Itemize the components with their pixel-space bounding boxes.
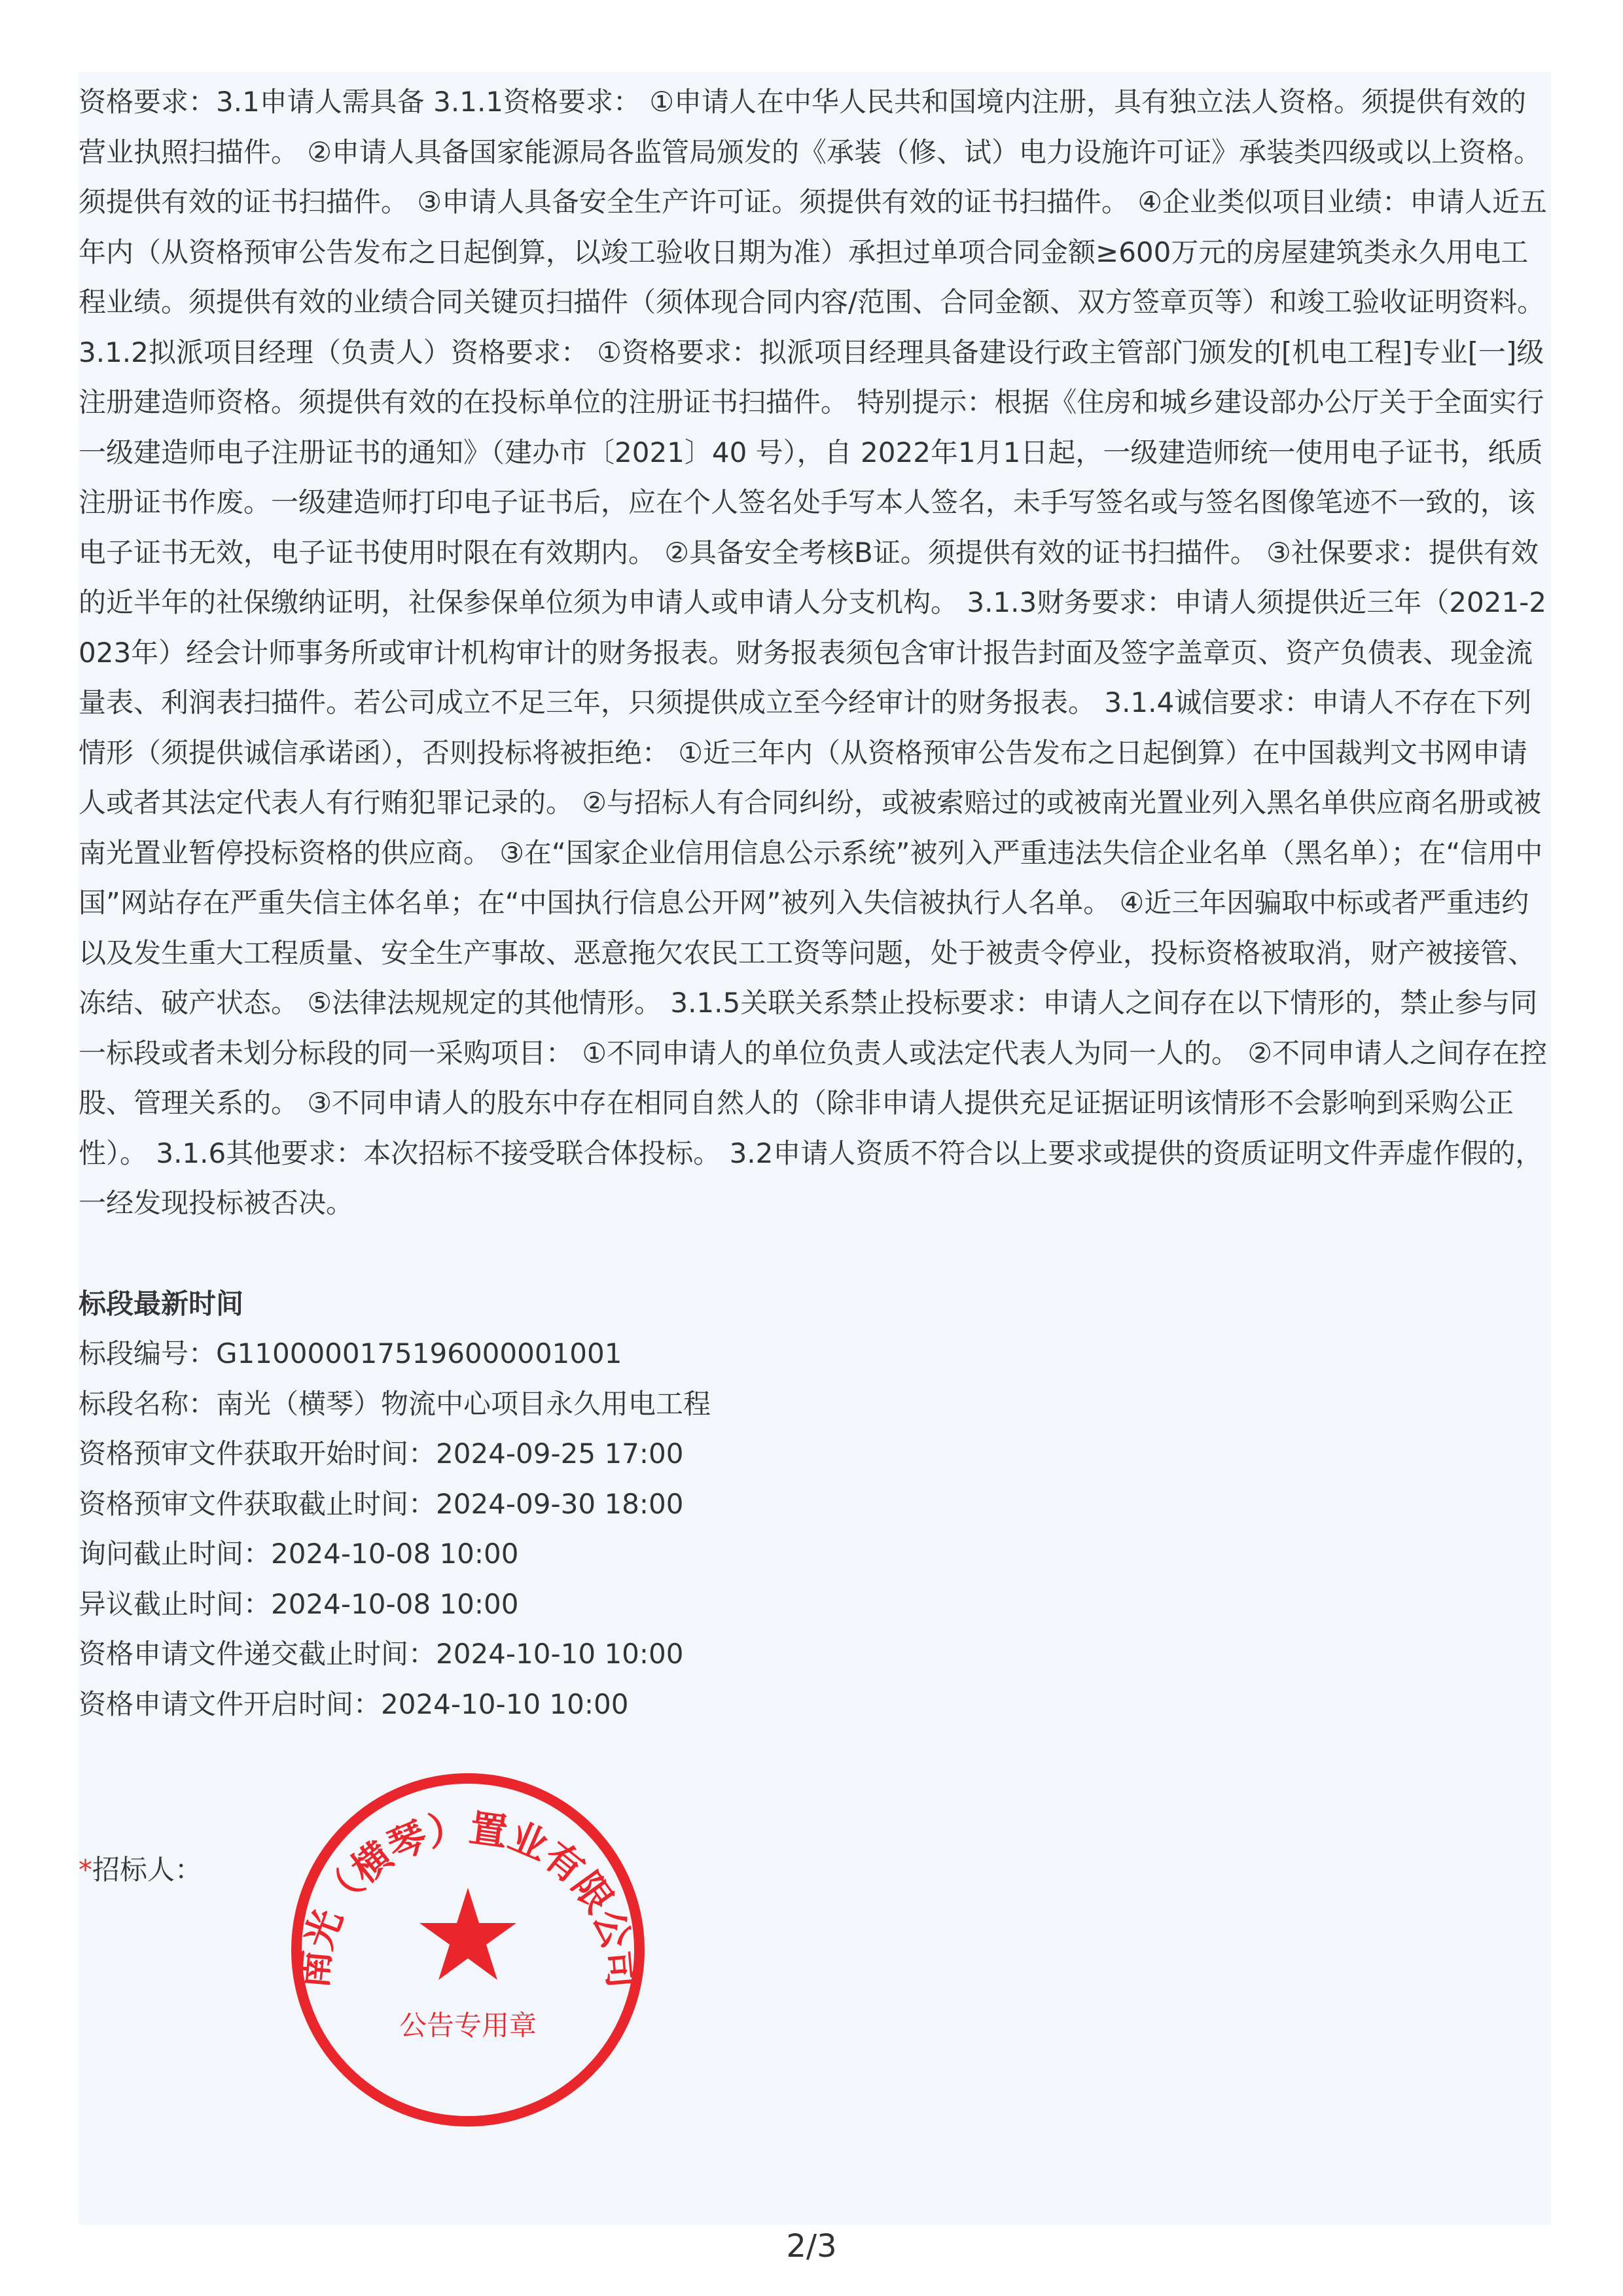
info-value: 2024-10-10 10:00 bbox=[381, 1687, 629, 1720]
info-row-section-number bbox=[79, 1329, 1257, 1379]
tenderer-text: 招标人： bbox=[92, 1854, 203, 1886]
info-row-opening-time bbox=[79, 1680, 1257, 1730]
info-label: 资格预审文件获取截止时间： bbox=[79, 1487, 437, 1520]
info-label: 标段编号： bbox=[79, 1337, 217, 1369]
required-mark: * bbox=[79, 1854, 92, 1886]
info-value: 2024-10-10 10:00 bbox=[436, 1638, 684, 1670]
info-row-inquiry-deadline bbox=[79, 1529, 1257, 1580]
section-heading: 标段最新时间 bbox=[79, 1288, 244, 1320]
tenderer-label bbox=[79, 1845, 202, 1895]
qualification-requirements: 资格要求：3.1申请人需具备 3.1.1资格要求： ①申请人在中华人民共和国境内注册，具有独立法人资格。须提供有效的营业执照扫描件。 ②申请人具备国家能源局各监管局颁发的《承装（修、试）电力设施许可证》承装类四级或以上资格。须提供有效的证书扫描件。 ③申请人具备安全生产许可证。须提供有效的证书扫描件。 ④企业类似项目业绩：申请人近五年内（从资格预审公告发布之日起倒算，以竣工验收日期为准）承担过单项合同金额≥600万元的房屋建筑类永久用电工程业绩。须提供有效的业绩合同关键页扫描件（须体现合同内容/范围、合同金额、双方签章页等）和竣工验收证明资料。 3.1.2拟派项目经理（负责人）资格要求： ①资格要求：拟派项目经理具备建设行政主管部门颁发的[机电工程]专业[一]级注册建造师资格。须提供有效的在投标单位的注册证书扫描件。 特别提示：根据《住房和城乡建设部办公厅关于全面实行一级建造师电子注册证书的通知》（建办市〔2021〕40 号），自 2022年1月1日起，一级建造师统一使用电子证书，纸质注册证书作废。一级建造师打印电子证书后，应在个人签名处手写本人签名，未手写签名或与签名图像笔迹不一致的，该电子证书无效，电子证书使用时限在有效期内。 ②具备安全考核B证。须提供有效的证书扫描件。 ③社保要求：提供有效的近半年的社保缴纳证明，社保参保单位须为申请人或申请人分支机构。 3.1.3财务要求：申请人须提供近三年（2021-2023年）经会计师事务所或审计机构审计的财务报表。财务报表须包含审计报告封面及签字盖章页、资产负债表、现金流量表、利润表扫描件。若公司成立不足三年，只须提供成立至今经审计的财务报表。 3.1.4诚信要求：申请人不存在下列情形（须提供诚信承诺函），否则投标将被拒绝： ①近三年内（从资格预审公告发布之日起倒算）在中国裁判文书网申请人或者其法定代表人有行贿犯罪记录的。 ②与招标人有合同纠纷，或被索赔过的或被南光置业列入黑名单供应商名册或被南光置业暂停投标资格的供应商。 ③在“国家企业信用信息公示系统”被列入严重违法失信企业名单（黑名单）；在“信用中国”网站存在严重失信主体名单；在“中国执行信息公开网”被列入失信被执行人名单。 ④近三年因骗取中标或者严重违约以及发生重大工程质量、安全生产事故、恶意拖欠农民工工资等问题，处于被责令停业，投标资格被取消，财产被接管、冻结、破产状态。 ⑤法律法规规定的其他情形。 3.1.5关联关系禁止投标要求：申请人之间存在以下情形的，禁止参与同一标段或者未划分标段的同一采购项目： ①不同申请人的单位负责人或法定代表人为同一人的。 ②不同申请人之间存在控股、管理关系的。 ③不同申请人的股东中存在相同自然人的（除非申请人提供充足证据证明该情形不会影响到采购公正性）。 3.1.6其他要求：本次招标不接受联合体投标。 3.2申请人资质不符合以上要求或提供的资质证明文件弄虚作假的，一经发现投标被否决。 bbox=[79, 86, 1548, 1219]
info-value: 2024-10-08 10:00 bbox=[271, 1587, 519, 1620]
info-row-objection-deadline bbox=[79, 1580, 1257, 1630]
info-value: 2024-10-08 10:00 bbox=[271, 1538, 519, 1570]
info-value: G1100000175196000001001 bbox=[216, 1337, 622, 1369]
info-label: 资格申请文件开启时间： bbox=[79, 1687, 382, 1720]
page-number: 2/3 bbox=[786, 2228, 837, 2265]
info-label: 询问截止时间： bbox=[79, 1538, 272, 1570]
seal-star bbox=[419, 1888, 516, 1980]
info-label: 标段名称： bbox=[79, 1387, 217, 1420]
info-list bbox=[79, 1329, 1257, 1729]
info-label: 资格预审文件获取开始时间： bbox=[79, 1438, 437, 1470]
info-label: 异议截止时间： bbox=[79, 1587, 272, 1620]
info-value: 2024-09-30 18:00 bbox=[436, 1487, 684, 1520]
seal-purpose: 公告专用章 bbox=[399, 2009, 537, 2041]
company-seal bbox=[285, 1767, 651, 2133]
seal-company-name: 南光（横琴）置业有限公司 bbox=[291, 1805, 645, 1990]
info-row-section-name bbox=[79, 1379, 1257, 1430]
info-row-doc-start bbox=[79, 1429, 1257, 1479]
info-value: 南光（横琴）物流中心项目永久用电工程 bbox=[216, 1387, 711, 1420]
info-label: 资格申请文件递交截止时间： bbox=[79, 1638, 437, 1670]
info-row-submission-deadline bbox=[79, 1629, 1257, 1680]
info-row-doc-end bbox=[79, 1479, 1257, 1530]
info-value: 2024-09-25 17:00 bbox=[436, 1438, 684, 1470]
